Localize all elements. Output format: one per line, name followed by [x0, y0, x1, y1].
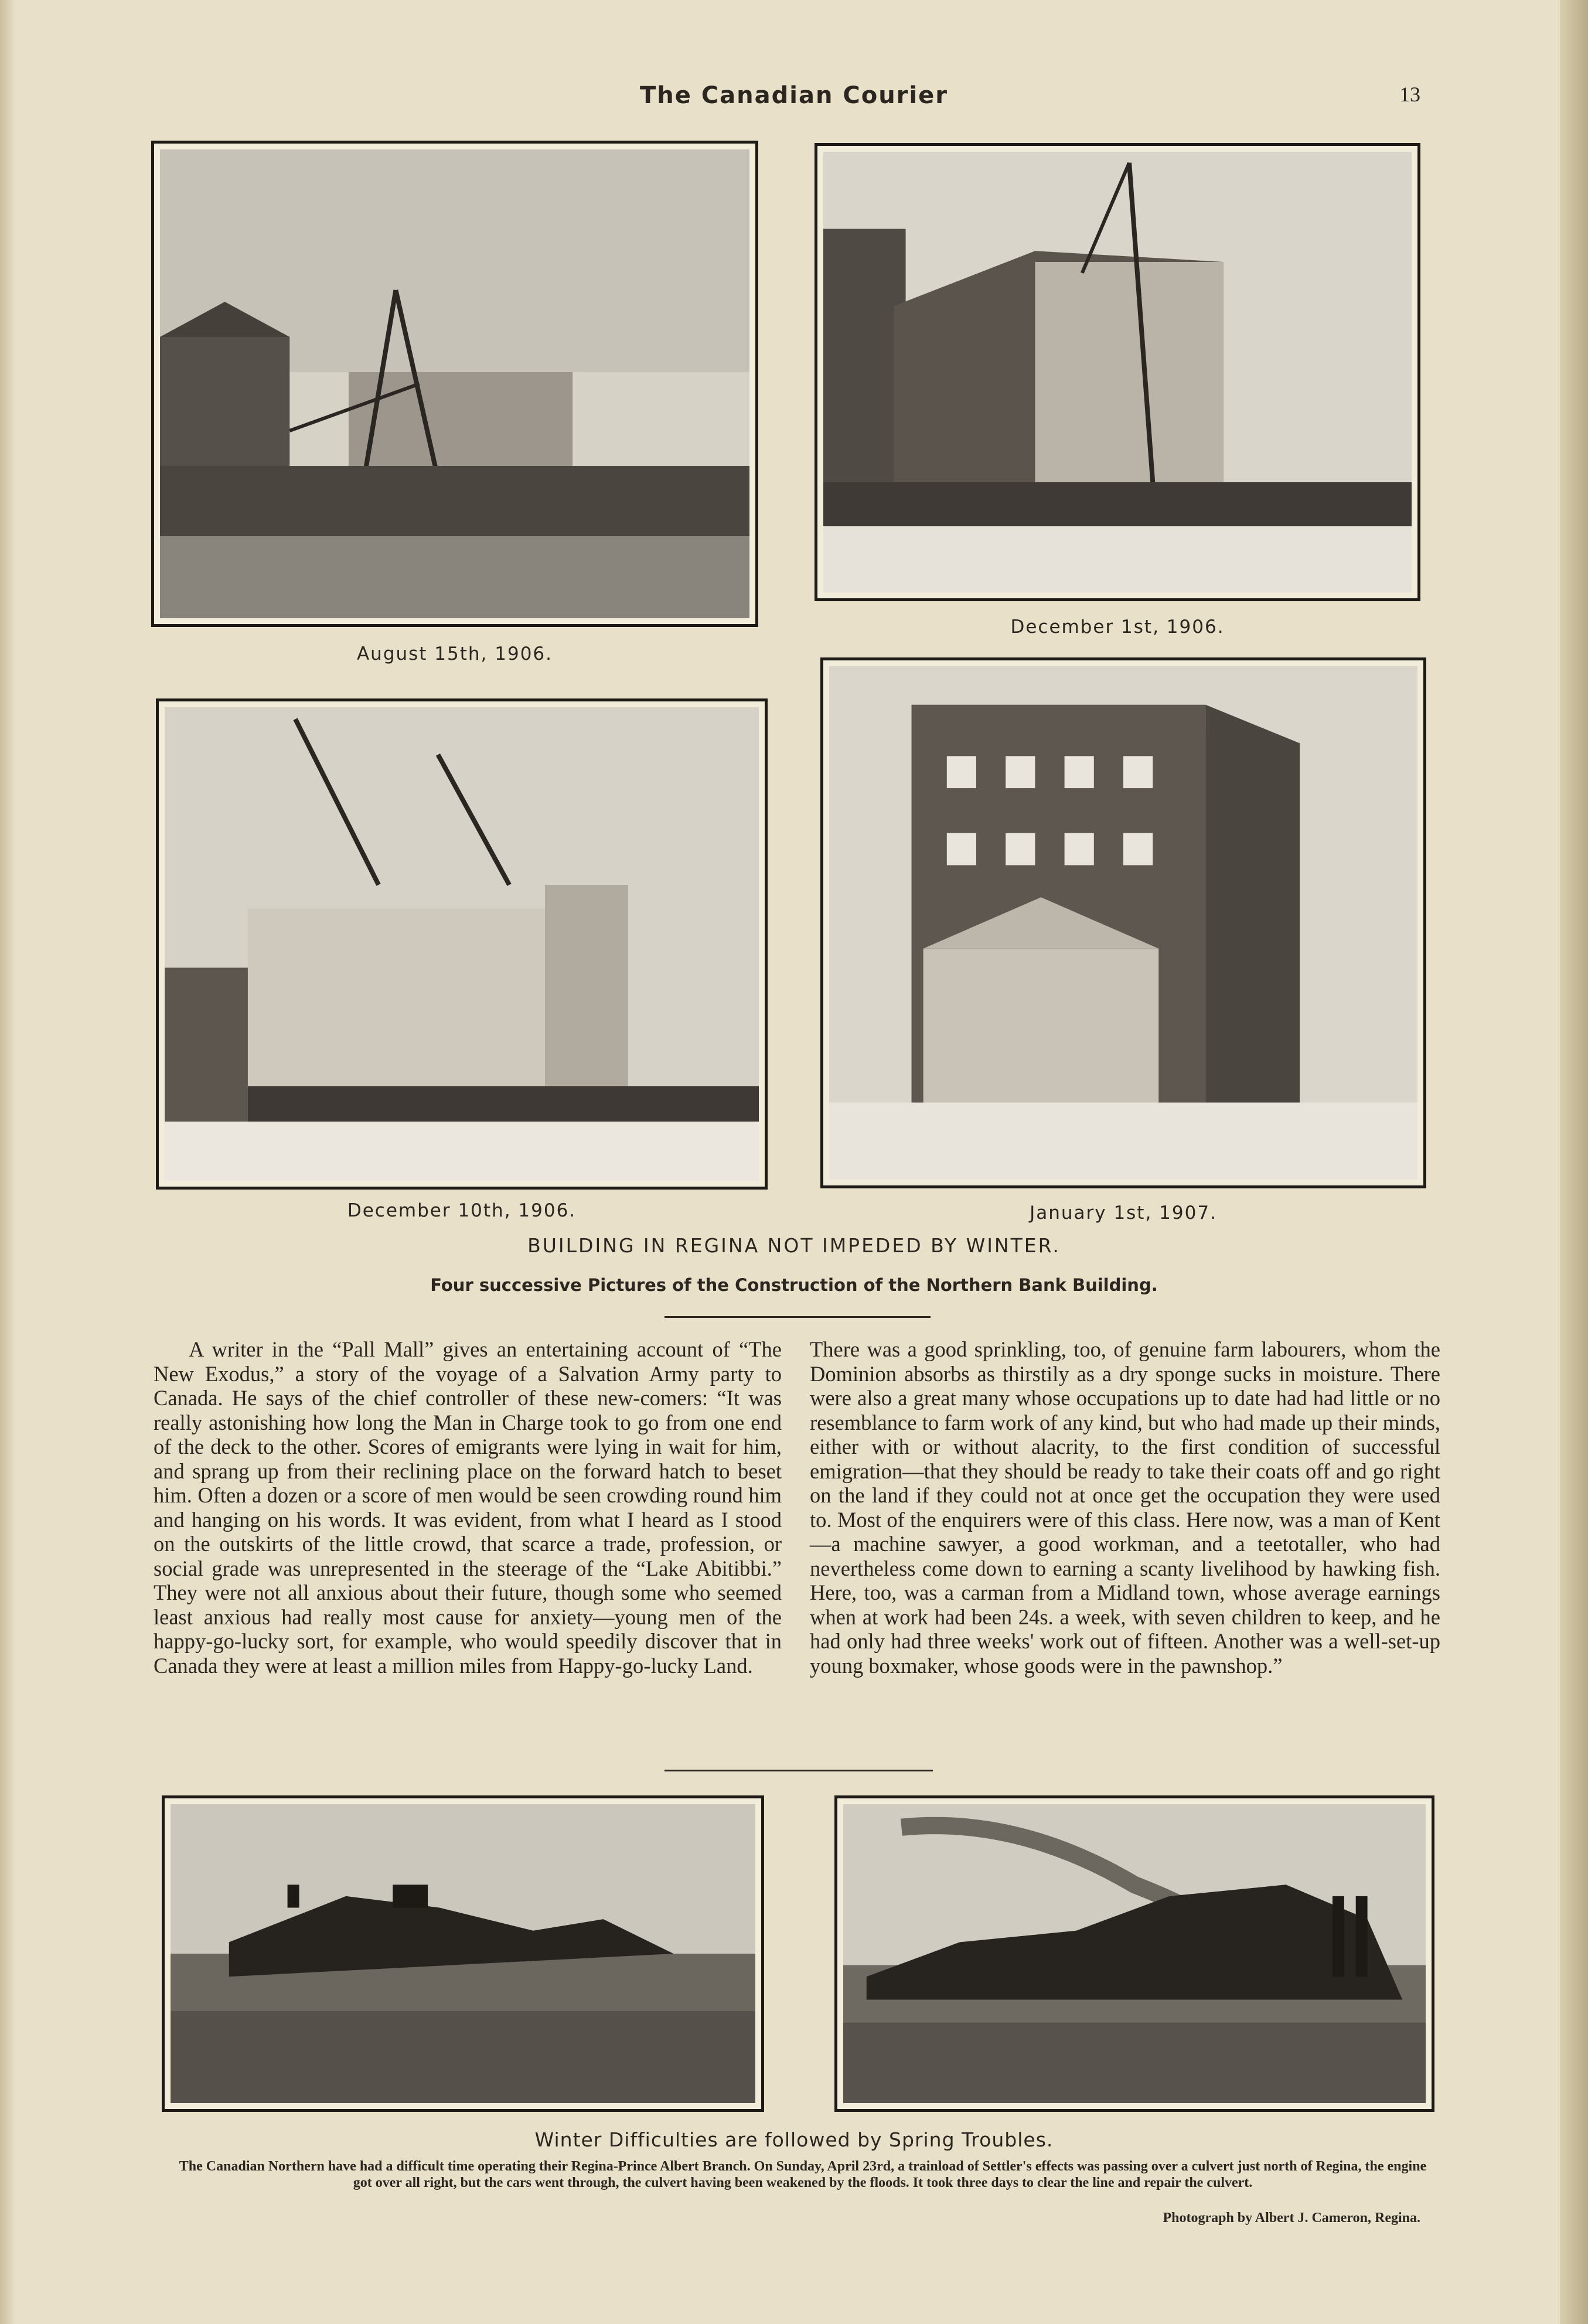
- photo-january-1907: [820, 657, 1426, 1188]
- page-edge: [1560, 0, 1588, 2324]
- feature-subhead: Four successive Pictures of the Construction of the Northern Bank Building.: [430, 1275, 1158, 1295]
- bottom-photo-description: The Canadian Northern have had a difficult time operating their Regina-Prince Albert Branch. On Sunday, April 23rd, a trainload of Settler's effects was passing over a culvert just north of Regina, the engine got over all right, but the cars went through, the culvert having been weakened by the floods. It took three days to clear the line and repair the culvert.: [179, 2159, 1427, 2190]
- bottom-photo-title: Winter Difficulties are followed by Spring Troubles.: [534, 2128, 1054, 2151]
- binding-fold: [0, 0, 15, 2324]
- divider-rule: [664, 1316, 931, 1318]
- photo-caption: December 1st, 1906.: [1010, 616, 1225, 638]
- feature-headline: BUILDING IN REGINA NOT IMPEDED BY WINTER.: [527, 1234, 1061, 1257]
- article-paragraph: There was a good sprinkling, too, of genuine farm labourers, whom the Dominion absorbs as thirstily as a dry sponge sucks in moisture. There were also a great many whose occupations up to date had had little or no resemblance to farm work of any kind, but who had made up their minds, either with or without alacrity, to the first condition of successful emigration—that they should be ready to take their coats off and go right on the land if they could not at once get the occupation they were used to. Most of the enquirers were of this class. Here now, was a man of Kent—a machine sawyer, a good workman, and a teetotaller, who had nevertheless come down to earning a scanty livelihood by hawking fish. Here, too, was a carman from a Midland town, whose average earnings when at work had been 24s. a week, with seven children to keep, and he had only had three weeks' work out of fifteen. Another was a well-set-up young boxmaker, whose goods were in the pawnshop.”: [810, 1337, 1440, 1678]
- photo-caption: January 1st, 1907.: [1030, 1202, 1217, 1224]
- photo-caption: August 15th, 1906.: [356, 643, 553, 665]
- photo-august-1906: [151, 141, 758, 627]
- photo-caption: December 10th, 1906.: [347, 1200, 577, 1221]
- photo-flooded-train-right: [834, 1795, 1434, 2112]
- article-column-2: [810, 1337, 1440, 1678]
- photo-flooded-train-left: [162, 1795, 764, 2112]
- article-paragraph: A writer in the “Pall Mall” gives an entertaining account of “The New Exodus,” a story of the voyage of a Salvation Army party to Canada. He says of the chief controller of these new-comers: “It was really astonishing how long the Man in Charge took to go from one end of the deck to the other. Scores of emigrants were lying in wait for him, and sprang up from their reclining place on the forward hatch to beset him. Often a dozen or a score of men would be seen crowding round him and hanging on his words. It was evident, from what I heard as I stood on the outskirts of the little crowd, that scarce a trade, profession, or social grade was unrepresented in the steerage of the “Lake Abitibbi.” They were not all anxious about their future, though some who seemed least anxious had really most cause for anxiety—young men of the happy-go-lucky sort, for example, who would speedily discover that in Canada they were at least a million miles from Happy-go-lucky Land.: [154, 1337, 782, 1678]
- divider-rule: [664, 1770, 933, 1771]
- photo-december-1-1906: [815, 143, 1420, 601]
- publication-title: The Canadian Courier: [640, 82, 948, 109]
- article-column-1: [154, 1337, 782, 1678]
- page-number: 13: [1399, 83, 1420, 106]
- photo-credit: Photograph by Albert J. Cameron, Regina.: [1163, 2210, 1420, 2226]
- photo-december-10-1906: [156, 698, 768, 1190]
